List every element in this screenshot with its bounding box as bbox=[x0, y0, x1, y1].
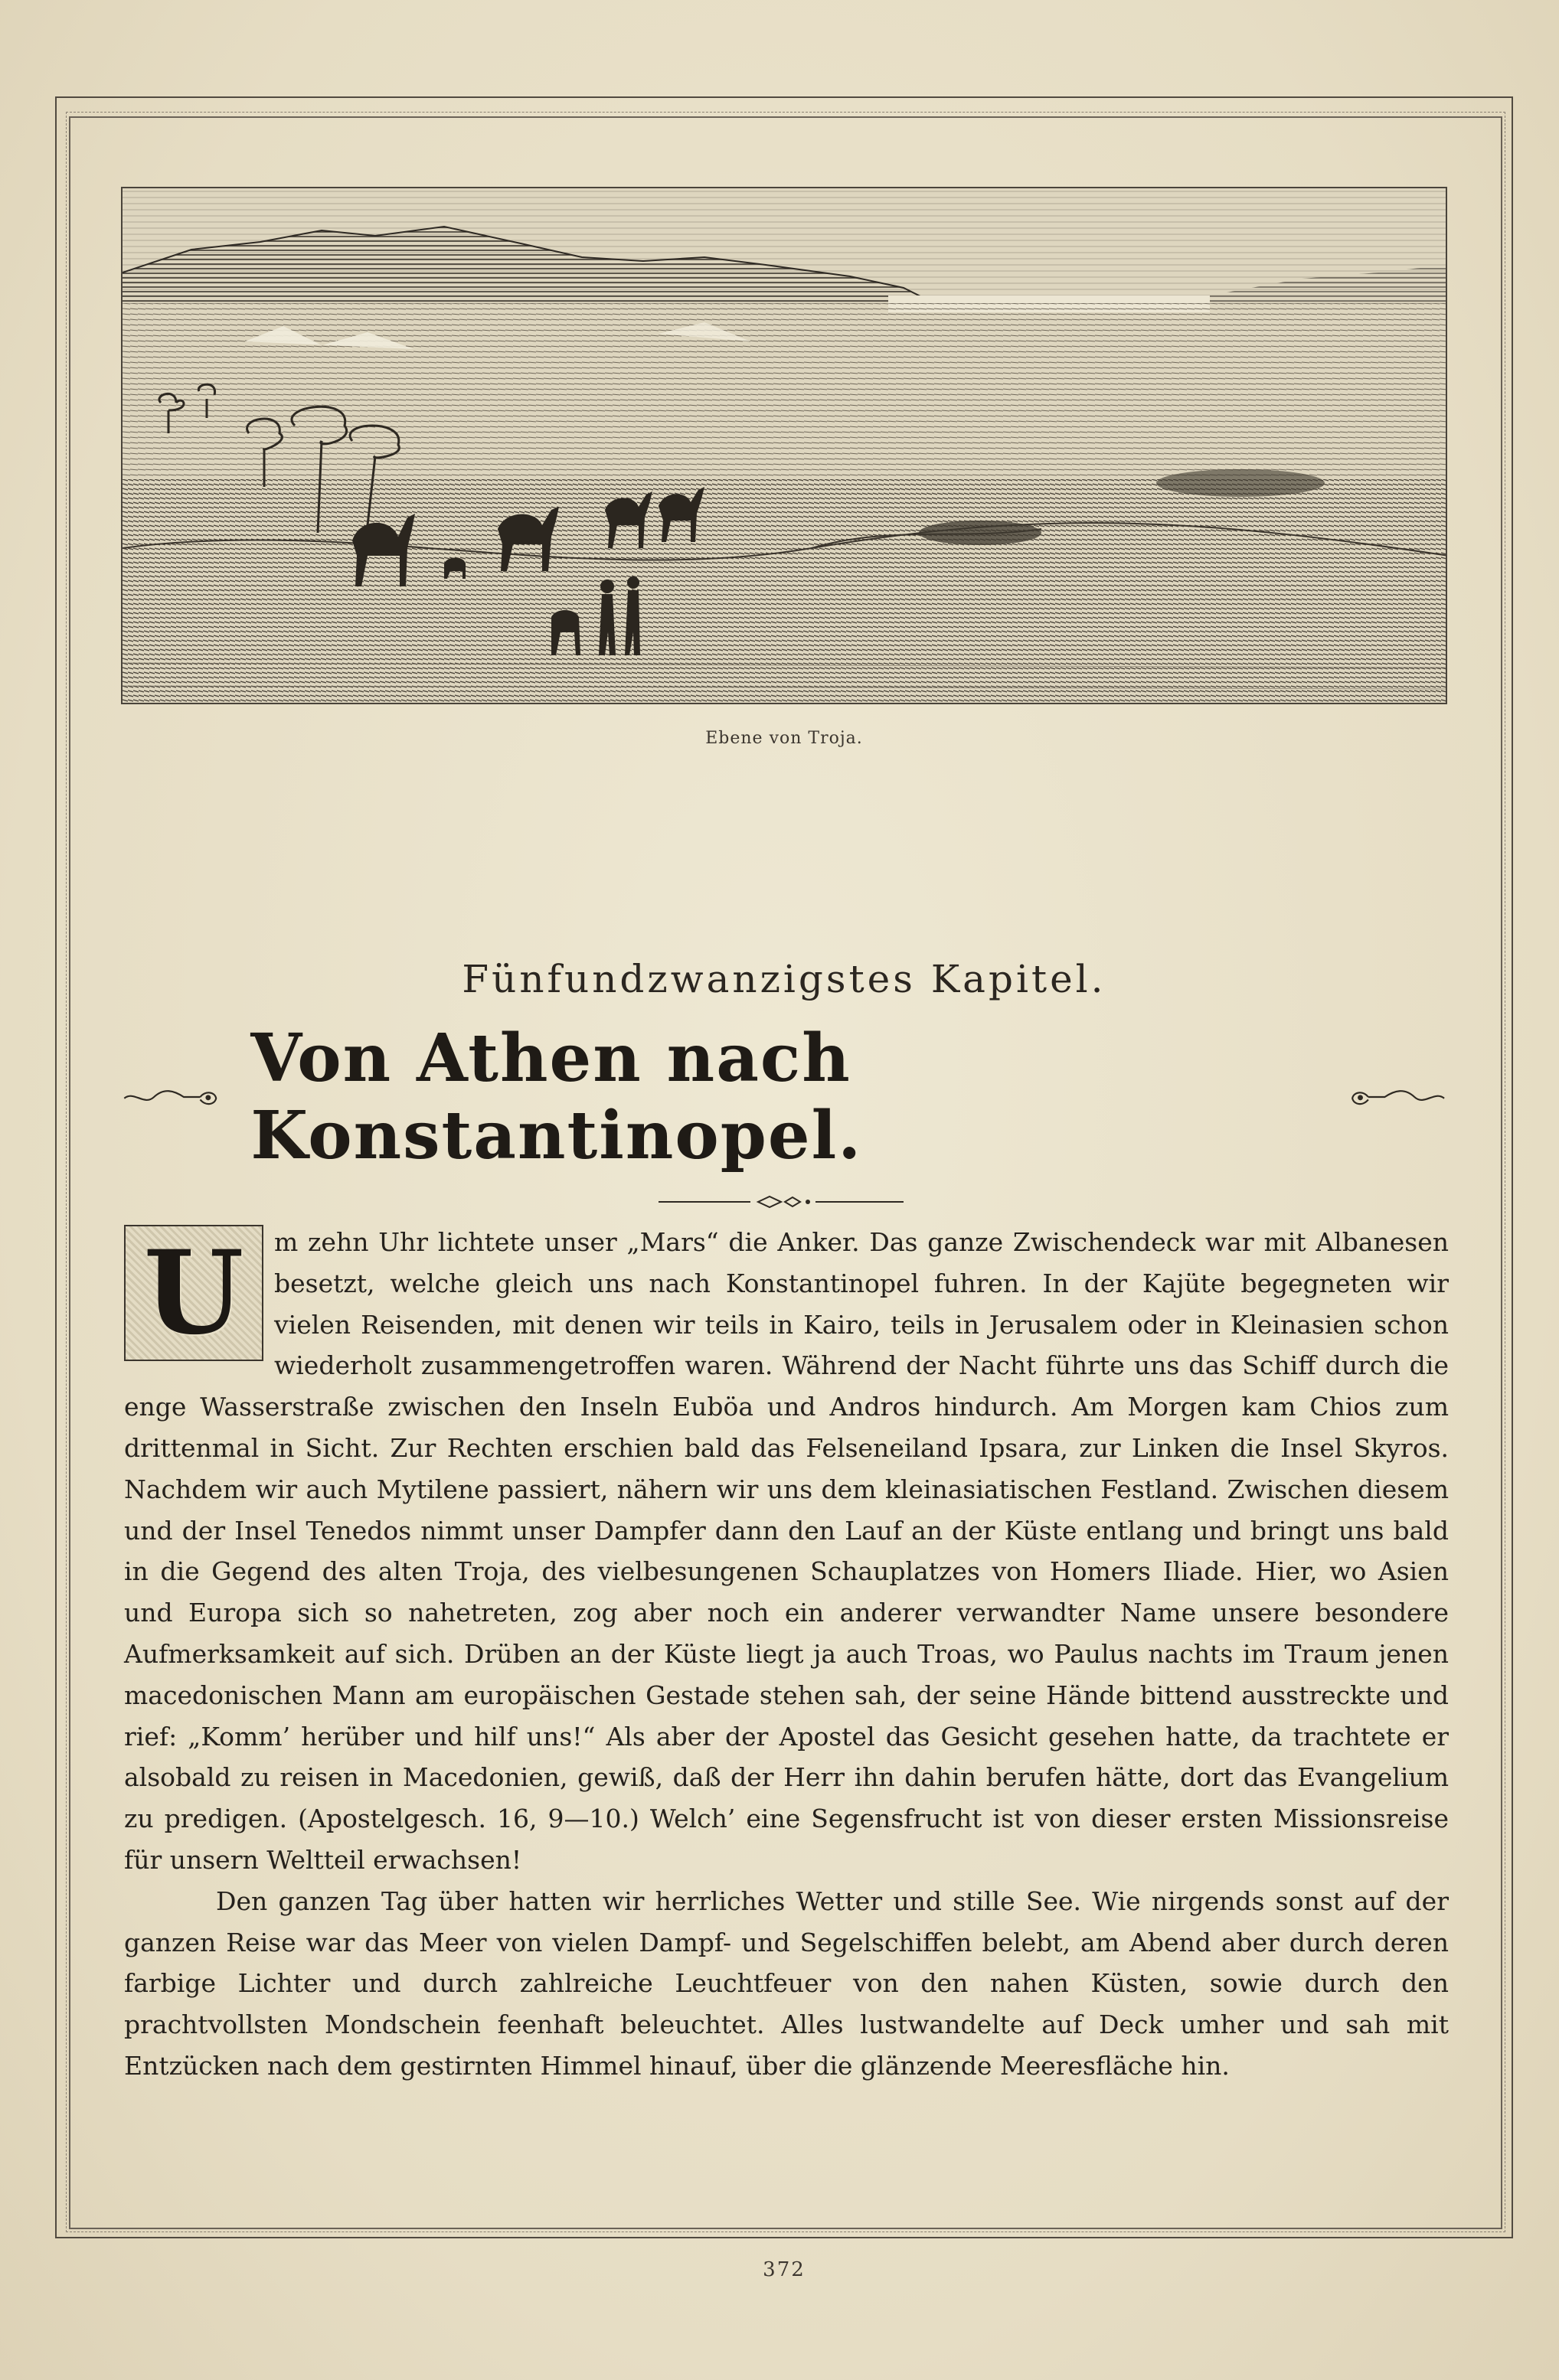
flourish-left-icon bbox=[121, 1082, 220, 1112]
illustration-caption: Ebene von Troja. bbox=[705, 729, 863, 748]
paragraph-1: m zehn Uhr lichtete unser „Mars“ die Anker. Das ganze Zwischendeck war mit Albanesen besetzt, welche gleich uns nach Konstantinopel fuhren. In der Kajüte begegneten wir vielen Reisenden, mit denen wir teils in Kairo, teils in Jerusalem oder in Kleinasien schon wiederholt zusammengetroffen waren. Während der Nacht führte uns das Schiff durch die enge Wasserstraße zwischen den Inseln Euböa und Andros hindurch. Am Morgen kam Chios zum drittenmal in Sicht. Zur Rechten erschien bald das Felseneiland Ipsara, zur Linken die Insel Skyros. Nachdem wir auch Mytilene passiert, nähern wir uns dem kleinasiatischen Festland. Zwischen diesem und der Insel Tenedos nimmt unser Dampfer dann den Lauf an der Küste entlang und bringt uns bald in die Gegend des alten Troja, des vielbesungenen Schauplatzes von Homers Iliade. Hier, wo Asien und Europa sich so nahetreten, zog aber noch ein anderer verwandter Name unsere besondere Aufmerksamkeit auf sich. Drüben an der Küste liegt ja auch Troas, wo Paulus nachts im Traum jenen macedonischen Mann am europäischen Gestade stehen sah, der seine Hände bittend ausstreckte und rief: „Komm’ herüber und hilf uns!“ Als aber der Apostel das Gesicht gesehen hatte, da trachtete er alsobald zu reisen in Macedonien, gewiß, daß der Herr ihn dahin berufen hätte, dort das Evangelium zu predigen. (Apostelgesch. 16, 9—10.) Welch’ eine Segensfrucht ist von dieser ersten Missionsreise für unsern Weltteil erwachsen! bbox=[124, 1227, 1449, 1875]
drop-cap-letter: U bbox=[143, 1226, 244, 1360]
illustration-plain-of-troy bbox=[121, 187, 1447, 704]
body-text bbox=[124, 1222, 1449, 2087]
drop-cap bbox=[124, 1225, 263, 1361]
chapter-number: Fünfundzwanzigstes Kapitel. bbox=[462, 957, 1106, 1001]
paragraph-2: Den ganzen Tag über hatten wir herrliches Wetter und stille See. Wie nirgends sonst auf der ganzen Reise war das Meer von vielen Dampf- und Segelschiffen belebt, am Abend aber durch deren farbige Lichter und durch zahlreiche Leuchtfeuer von den nahen Küsten, sowie durch den prachtvollsten Mondschein feenhaft beleuchtet. Alles lustwandelte auf Deck umher und sah mit Entzücken nach dem gestirnten Himmel hinauf, über die glänzende Meeresfläche hin. bbox=[124, 1885, 1449, 2081]
section-divider-icon bbox=[659, 1194, 904, 1210]
chapter-title-row bbox=[121, 1020, 1447, 1174]
engraving-plain-of-troy-icon bbox=[123, 188, 1447, 704]
chapter-title: Von Athen nach Konstantinopel. bbox=[250, 1020, 863, 1174]
page-number: 372 bbox=[763, 2258, 806, 2281]
flourish-right-icon bbox=[1348, 1082, 1447, 1112]
